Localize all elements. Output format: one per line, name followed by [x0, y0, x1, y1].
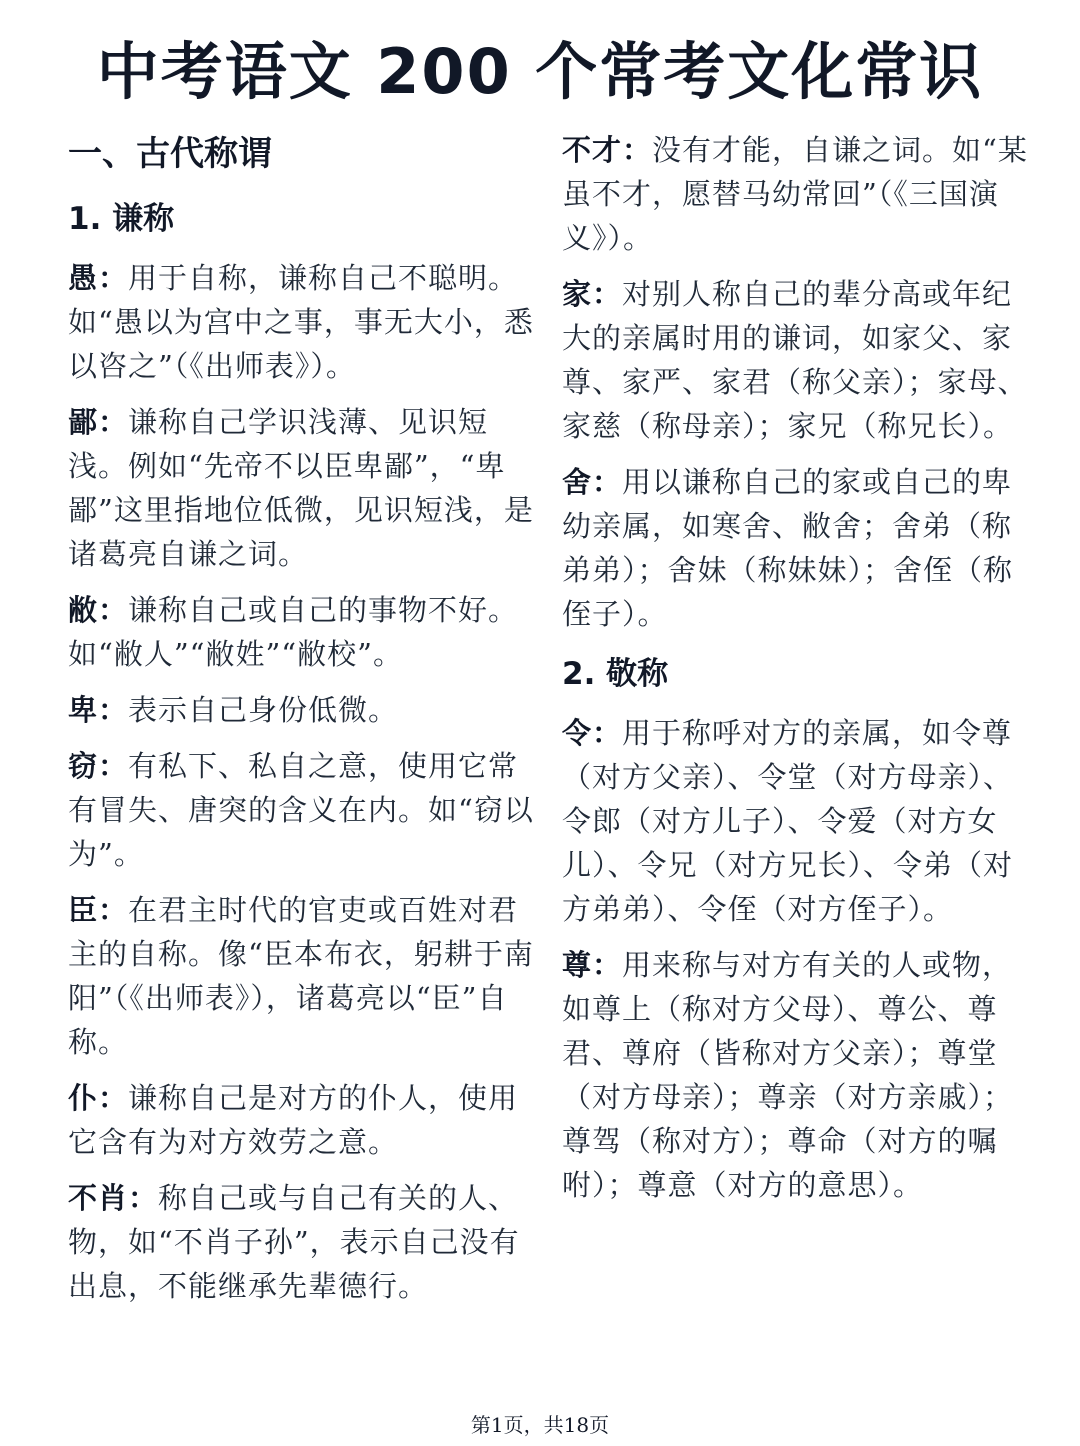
- entry-text: 在君主时代的官吏或百姓对君主的自称。像“臣本布衣，躬耕于南阳”（《出师表》），诸葛亮以“臣”自称。: [68, 893, 534, 1059]
- entry-term: 窃：: [68, 749, 129, 783]
- entry-text: 用以谦称自己的家或自己的卑幼亲属，如寒舍、敝舍；舍弟（称弟弟）；舍妹（称妹妹）；舍侄（称侄子）。: [562, 465, 1014, 631]
- entry-chen: [68, 888, 538, 1064]
- entry-term: 舍：: [562, 465, 623, 499]
- entry-text: 谦称自己或自己的事物不好。如“敝人”“敝姓”“敝校”。: [68, 593, 519, 671]
- right-column: [562, 128, 1032, 1219]
- entry-bucai: [562, 128, 1032, 260]
- entry-term: 不肖：: [68, 1181, 159, 1215]
- entry-term: 家：: [562, 277, 623, 311]
- entry-text: 谦称自己学识浅薄、见识短浅。例如“先帝不以臣卑鄙”，“卑鄙”这里指地位低微，见识短浅，是诸葛亮自谦之词。: [68, 405, 534, 571]
- entry-buxiao: [68, 1176, 538, 1308]
- entry-text: 用于自称，谦称自己不聪明。如“愚以为宫中之事，事无大小，悉以咨之”（《出师表》）。: [68, 261, 534, 383]
- section-heading-ancient-titles: 一、古代称谓: [68, 134, 272, 174]
- entry-text: 有私下、私自之意，使用它常有冒失、唐突的含义在内。如“窃以为”。: [68, 749, 534, 871]
- entry-text: 没有才能，自谦之词。如“某虽不才，愿替马幼常回”（《三国演义》）。: [562, 133, 1028, 255]
- entry-text: 对别人称自己的辈分高或年纪大的亲属时用的谦词，如家父、家尊、家严、家君（称父亲）；家母、家慈（称母亲）；家兄（称兄长）。: [562, 277, 1028, 443]
- entry-jia: [562, 272, 1032, 448]
- entry-term: 臣：: [68, 893, 129, 927]
- entry-yu: [68, 256, 538, 388]
- entry-she: [562, 460, 1032, 636]
- entry-text: 谦称自己是对方的仆人，使用它含有为对方效劳之意。: [68, 1081, 519, 1159]
- entry-text: 用于称呼对方的亲属，如令尊（对方父亲）、令堂（对方母亲）、令郎（对方儿子）、令爱（对方女儿）、令兄（对方兄长）、令弟（对方弟弟）、令侄（对方侄子）。: [562, 716, 1014, 926]
- entry-zun: [562, 943, 1032, 1207]
- entry-term: 尊：: [562, 948, 623, 982]
- entry-term: 令：: [562, 716, 623, 750]
- page-number: 第1页，共18页: [470, 1413, 610, 1437]
- entry-text: 表示自己身份低微。: [128, 693, 399, 727]
- entry-ling: [562, 711, 1032, 931]
- subheading-honorific-terms: 2. 敬称: [562, 656, 669, 692]
- entry-term: 不才：: [562, 133, 653, 167]
- entry-bi: [68, 400, 538, 576]
- entry-term: 敝：: [68, 593, 129, 627]
- entry-term: 鄙：: [68, 405, 129, 439]
- entry-term: 仆：: [68, 1081, 129, 1115]
- entry-term: 卑：: [68, 693, 129, 727]
- subheading-humble-terms: 1. 谦称: [68, 201, 175, 237]
- entry-bei: [68, 688, 538, 732]
- entry-term: 愚：: [68, 261, 129, 295]
- entry-qie: [68, 744, 538, 876]
- page-title: 中考语文 200 个常考文化常识: [96, 35, 984, 108]
- entry-bi-bad: [68, 588, 538, 676]
- entry-text: 称自己或与自己有关的人、物，如“不肖子孙”，表示自己没有出息，不能继承先辈德行。: [68, 1181, 520, 1303]
- left-column: [68, 122, 538, 1320]
- entry-text: 用来称与对方有关的人或物，如尊上（称对方父母）、尊公、尊君、尊府（皆称对方父亲）；尊堂（对方母亲）；尊亲（对方亲戚）；尊驾（称对方）；尊命（对方的嘱咐）；尊意（对方的意思）。: [562, 948, 1014, 1202]
- entry-pu: [68, 1076, 538, 1164]
